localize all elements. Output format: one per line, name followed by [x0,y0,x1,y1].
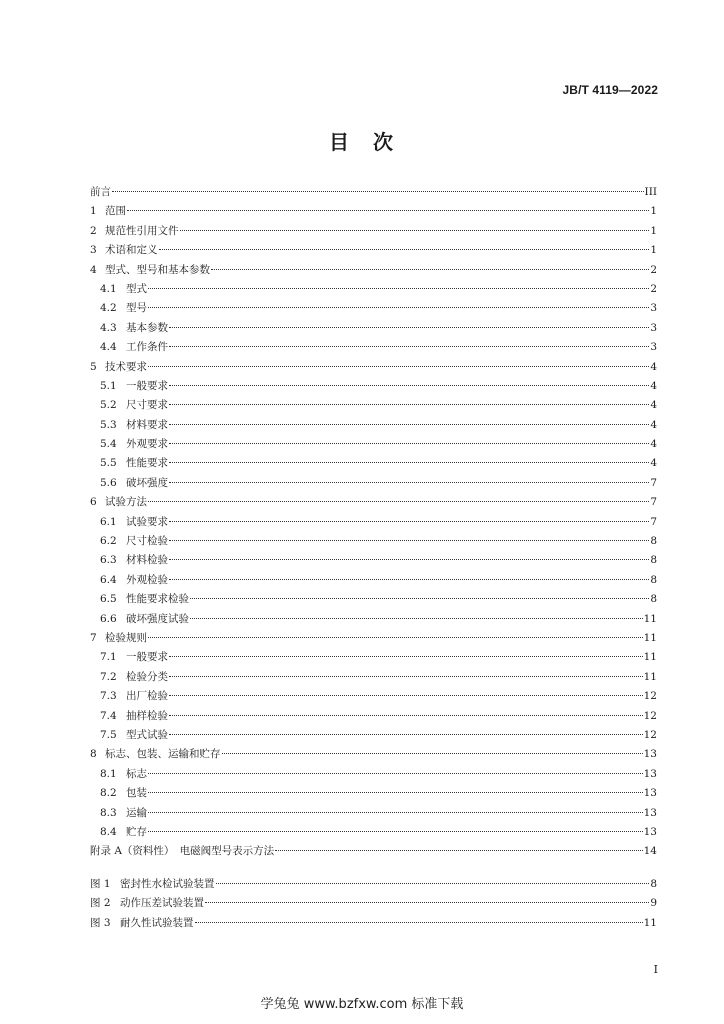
toc-entry-number: 6.5 [100,593,117,606]
toc-entry-number: 4 [90,263,97,276]
figure-title: 密封性水检试验装置 [120,878,215,890]
toc-page-number: 13 [643,767,657,780]
toc-entry-title: 一般要求 [126,379,168,392]
toc-entry[interactable] [90,726,657,745]
dot-leader [127,210,649,211]
figure-entry[interactable] [90,875,657,894]
dot-leader [112,191,644,192]
toc-entry-number: 8.2 [100,787,117,800]
toc-entry-title: 一般要求 [126,651,168,664]
toc-entry-number: 3 [90,244,97,257]
dot-leader [169,521,649,522]
toc-entry[interactable] [90,493,657,512]
toc-entry-title: 前言 [90,186,111,198]
dot-leader [148,307,649,308]
toc-entry[interactable] [90,668,657,687]
dot-leader [222,753,643,754]
toc-entry[interactable] [90,707,657,726]
toc-entry[interactable] [90,823,657,842]
toc-entry-number: 5.2 [100,399,117,412]
table-of-contents [90,183,657,862]
toc-entry-number: 8 [90,748,97,761]
toc-entry-number: 5.3 [100,418,117,431]
toc-entry[interactable] [90,551,657,570]
toc-entry-number: 7.3 [100,690,117,703]
dot-leader [148,792,643,793]
toc-entry-title: 范围 [105,205,126,218]
figure-number: 图 1 [90,878,111,890]
toc-page-number: 1 [650,205,657,218]
toc-page-number: 7 [650,476,657,489]
toc-page-number: 12 [643,709,657,722]
figure-title: 动作压差试验装置 [120,897,204,910]
toc-entry[interactable] [90,338,657,357]
dot-leader [159,249,650,250]
toc-entry[interactable] [90,299,657,318]
toc-entry[interactable] [90,261,657,280]
toc-entry-number: 6.1 [100,515,117,528]
toc-entry-number: 6.6 [100,612,117,625]
toc-entry[interactable] [90,183,657,202]
toc-entry-number: 7.2 [100,670,117,683]
figure-number: 图 3 [90,916,111,929]
toc-page-number: 2 [650,282,657,295]
toc-page-number: 3 [650,302,657,315]
toc-entry-title: 材料检验 [126,554,168,567]
dot-leader [180,230,650,231]
dot-leader [275,850,642,851]
toc-entry-number: 5.6 [100,476,117,489]
toc-entry-title: 外观检验 [126,573,168,586]
toc-page-number: 7 [650,515,657,528]
toc-entry-number: 4.4 [100,341,117,354]
toc-entry-number: 4.2 [100,302,117,315]
toc-page-number: 11 [643,916,657,929]
toc-page-number: 12 [643,728,657,741]
toc-entry-number: 6.3 [100,554,117,567]
toc-page-number: 4 [650,399,657,412]
toc-entry-title: 型号 [126,302,147,315]
figure-title: 耐久性试验装置 [120,916,194,929]
toc-entry[interactable] [90,202,657,221]
toc-entry-number: 7 [90,631,97,644]
dot-leader [211,269,649,270]
toc-entry-number: 5 [90,360,97,373]
dot-leader [148,812,643,813]
toc-entry-title: 型式、型号和基本参数 [105,263,210,276]
toc-page-number: 4 [650,418,657,431]
toc-entry-title: 破坏强度试验 [126,612,189,625]
toc-entry-title: 尺寸要求 [126,399,168,412]
figure-entry[interactable] [90,914,657,933]
page-number: I [653,963,658,976]
dot-leader [169,462,649,463]
toc-page-number: 4 [650,438,657,451]
toc-entry-number: 4.1 [100,282,117,295]
dot-leader [169,695,643,696]
toc-page-number: 4 [650,360,657,373]
toc-entry-title: 规范性引用文件 [105,224,179,237]
toc-page-number: 14 [643,845,657,858]
dot-leader [169,424,649,425]
toc-entry-title: 包装 [126,787,147,800]
toc-page-number: 8 [650,554,657,567]
dot-leader [148,637,643,638]
toc-page-number: 11 [643,651,657,664]
toc-entry-number: 4.3 [100,321,117,334]
dot-leader [148,501,649,502]
toc-page-number: 11 [643,631,657,644]
toc-entry-number: 8.3 [100,806,117,819]
toc-entry-title: 性能要求 [126,457,168,470]
dot-leader [195,922,643,923]
toc-entry-title: 贮存 [126,825,147,838]
dot-leader [169,404,649,405]
toc-entry[interactable] [90,396,657,415]
toc-entry[interactable] [90,358,657,377]
toc-page-number: 7 [650,496,657,509]
toc-page-number: 4 [650,457,657,470]
toc-page-number: 9 [650,897,657,910]
toc-entry-number: 6 [90,496,97,509]
dot-leader [148,288,649,289]
dot-leader [169,579,649,580]
toc-entry[interactable] [90,590,657,609]
toc-entry-number: 7.1 [100,651,117,664]
toc-entry[interactable] [90,474,657,493]
toc-page-number: 4 [650,379,657,392]
toc-page-number: 8 [650,878,657,890]
dot-leader [169,734,643,735]
toc-entry-number: 1 [90,205,97,218]
toc-entry[interactable] [90,513,657,532]
toc-entry-title: 技术要求 [105,360,147,373]
toc-entry-title: 抽样检验 [126,709,168,722]
dot-leader [216,883,650,884]
toc-entry[interactable] [90,648,657,667]
toc-entry-number: 7.5 [100,728,117,741]
dot-leader [190,618,643,619]
dot-leader [169,715,643,716]
dot-leader [169,327,649,328]
toc-entry-title: 材料要求 [126,418,168,431]
toc-entry[interactable] [90,571,657,590]
toc-entry-title: 检验分类 [126,670,168,683]
toc-entry-title: 破坏强度 [126,476,168,489]
footer-watermark: 学兔兔 www.bzfxw.com 标准下载 [260,997,464,1012]
toc-entry[interactable] [90,454,657,473]
toc-page-number: 13 [643,825,657,838]
dot-leader [169,540,649,541]
toc-page-number: 3 [650,341,657,354]
toc-entry[interactable] [90,804,657,823]
toc-entry-number: 8.4 [100,825,117,838]
dot-leader [169,443,649,444]
toc-entry-title: 检验规则 [105,631,147,644]
toc-page-number: 11 [643,670,657,683]
toc-entry-title: 尺寸检验 [126,535,168,548]
toc-entry[interactable] [90,687,657,706]
toc-page-number: 13 [643,748,657,761]
toc-entry[interactable] [90,435,657,454]
toc-entry-title: 外观要求 [126,438,168,451]
dot-leader [169,482,649,483]
toc-entry-title: 试验方法 [105,496,147,509]
toc-page-number: 8 [650,593,657,606]
toc-entry[interactable] [90,280,657,299]
dot-leader [148,366,649,367]
figure-entry[interactable] [90,894,657,913]
toc-entry-number: 7.4 [100,709,117,722]
toc-page-number: 13 [643,787,657,800]
figure-number: 图 2 [90,897,111,910]
dot-leader [169,559,649,560]
toc-entry-title: 运输 [126,806,147,819]
toc-entry[interactable] [90,610,657,629]
toc-page-number: 8 [650,573,657,586]
toc-entry-number: 5.5 [100,457,117,470]
toc-entry-title: 型式 [126,282,147,295]
toc-entry[interactable] [90,745,657,764]
toc-entry[interactable] [90,241,657,260]
toc-entry[interactable] [90,629,657,648]
toc-entry-number: 6.2 [100,535,117,548]
dot-leader [148,831,643,832]
toc-page-number: 2 [650,263,657,276]
toc-entry[interactable] [90,765,657,784]
toc-entry-number: 8.1 [100,767,117,780]
toc-entry[interactable] [90,377,657,396]
toc-entry[interactable] [90,416,657,435]
toc-page-number: 13 [643,806,657,819]
standard-number: JB/T 4119—2022 [562,83,658,97]
toc-page-number: 1 [650,224,657,237]
toc-page-number: 11 [643,612,657,625]
toc-entry[interactable] [90,784,657,803]
toc-entry[interactable] [90,319,657,338]
dot-leader [169,656,643,657]
toc-page-number: 12 [643,690,657,703]
toc-page-number: 3 [650,321,657,334]
toc-entry[interactable] [90,532,657,551]
dot-leader [169,676,643,677]
toc-entry[interactable] [90,842,657,861]
toc-entry-title: 标志、包装、运输和贮存 [105,748,221,761]
toc-entry-number: 2 [90,224,97,237]
toc-entry-title: 出厂检验 [126,690,168,703]
toc-entry-title: 性能要求检验 [126,593,189,606]
toc-entry-number: 5.1 [100,379,117,392]
dot-leader [190,598,649,599]
toc-entry-title: 标志 [126,767,147,780]
toc-page-number: III [644,186,657,198]
toc-entry-title: 术语和定义 [105,244,158,257]
page-title: 目 次 [329,130,395,154]
toc-entry-title: 基本参数 [126,321,168,334]
toc-entry-title: 附录 A（资料性） 电磁阀型号表示方法 [90,845,275,858]
dot-leader [169,346,649,347]
toc-page-number: 8 [650,535,657,548]
dot-leader [148,773,643,774]
toc-entry-title: 工作条件 [126,341,168,354]
toc-page-number: 1 [650,244,657,257]
figure-list [90,875,657,933]
toc-entry-title: 型式试验 [126,728,168,741]
toc-entry[interactable] [90,222,657,241]
dot-leader [205,902,649,903]
toc-entry-number: 6.4 [100,573,117,586]
dot-leader [169,385,649,386]
toc-entry-number: 5.4 [100,438,117,451]
toc-entry-title: 试验要求 [126,515,168,528]
